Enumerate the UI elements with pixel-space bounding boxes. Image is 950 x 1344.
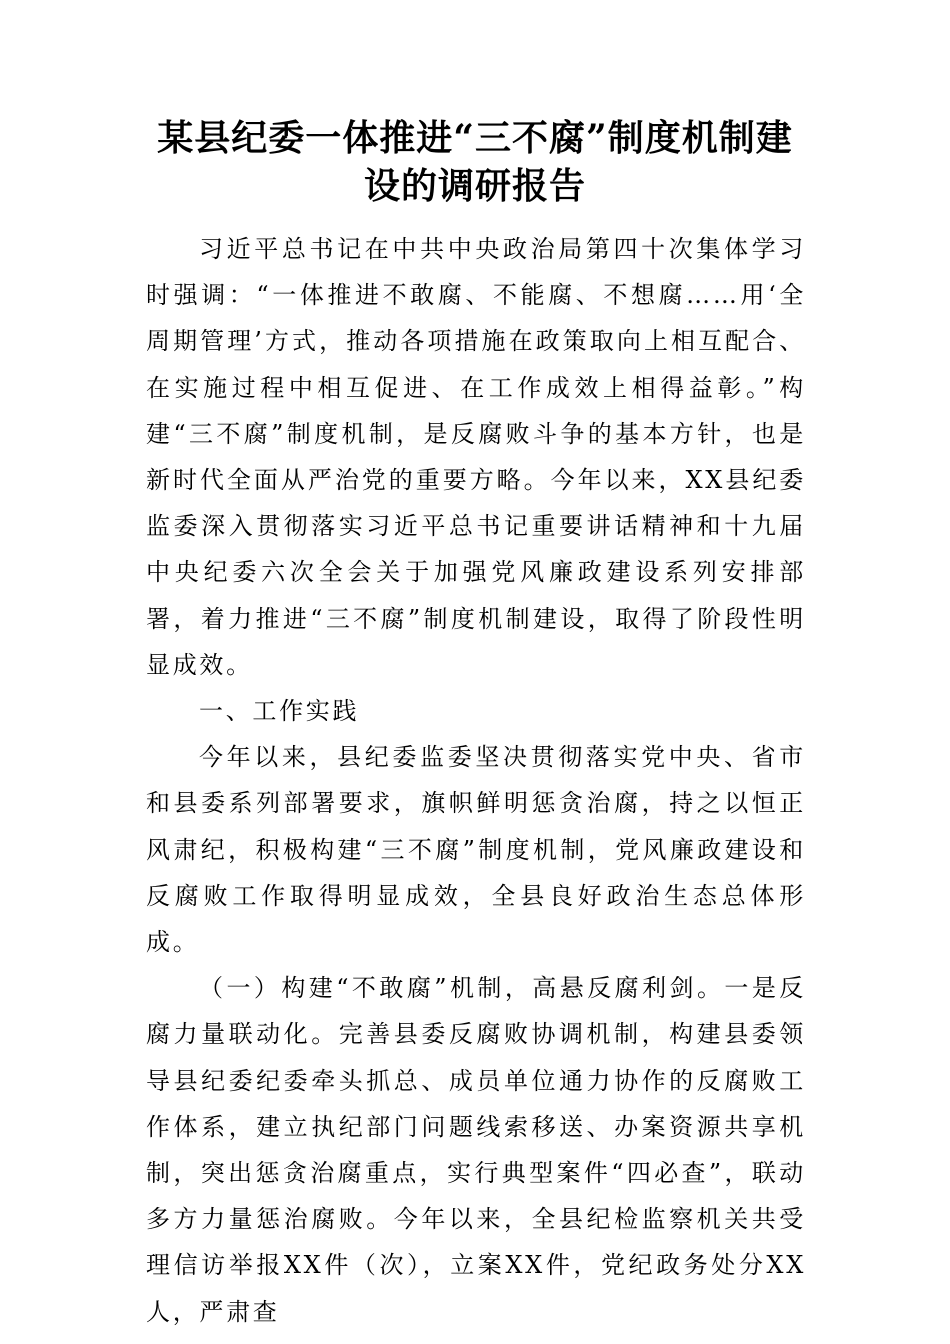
document-title: 某县纪委一体推进“三不腐”制度机制建设的调研报告	[157, 117, 793, 207]
section-paragraph: 今年以来，县纪委监委坚决贯彻落实党中央、省市和县委系列部署要求，旗帜鲜明惩贪治腐，持之以恒正风肃纪，积极构建“三不腐”制度机制，党风廉政建设和反腐败工作取得明显成效，全县良好政治生态总体形成。	[146, 743, 806, 957]
subsection-paragraph: （一）构建“不敢腐”机制，高悬反腐利剑。一是反腐力量联动化。完善县委反腐败协调机制，构建县委领导县纪委纪委牵头抓总、成员单位通力协作的反腐败工作体系，建立执纪部门问题线索移送、办案资源共享机制，突出惩贪治腐重点，实行典型案件“四必查”，联动多方力量惩治腐败。今年以来，全县纪检监察机关共受理信访举报XX件（次），立案XX件，党纪政务处分XX人，严肃查	[146, 974, 806, 1326]
intro-paragraph: 习近平总书记在中共中央政治局第四十次集体学习时强调：“一体推进不敢腐、不能腐、不想腐……用‘全周期管理’方式，推动各项措施在政策取向上相互配合、在实施过程中相互促进、在工作成效上相得益彰。”构建“三不腐”制度机制，是反腐败斗争的基本方针，也是新时代全面从严治党的重要方略。今年以来，XX县纪委监委深入贯彻落实习近平总书记重要讲话精神和十九届中央纪委六次全会关于加强党风廉政建设系列安排部署，着力推进“三不腐”制度机制建设，取得了阶段性明显成效。	[146, 235, 806, 679]
document-body	[146, 226, 806, 1335]
section-heading: 一、工作实践	[199, 697, 360, 726]
